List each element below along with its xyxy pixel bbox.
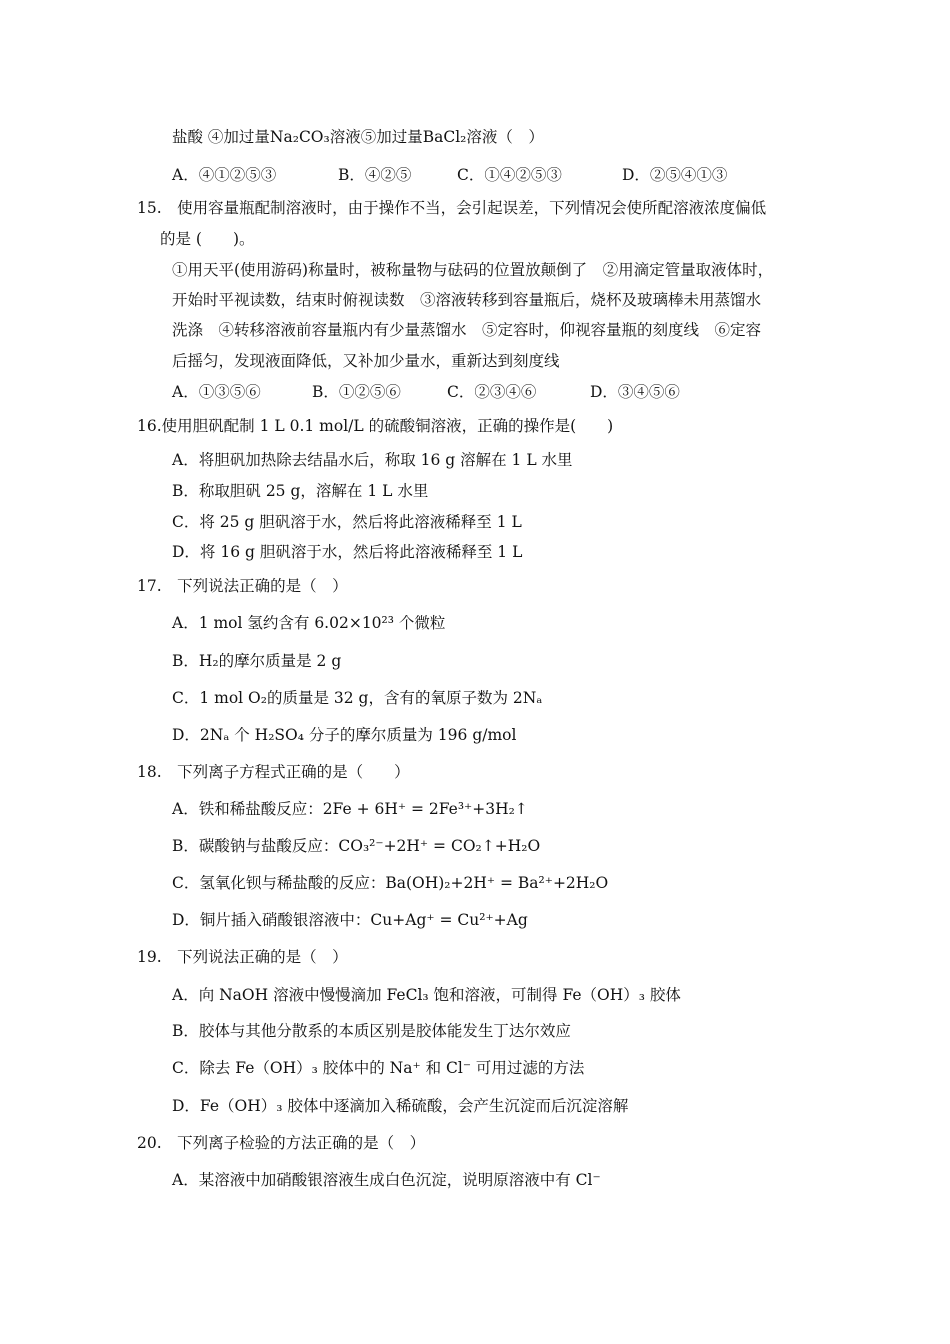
q15-body-line: ①用天平(使用游码)称量时，被称量物与砝码的位置放颠倒了 ②用滴定管量取液体时， [172, 261, 774, 279]
q17-stem: 17. 下列说法正确的是（ ） [137, 577, 348, 595]
q15-options [0, 382, 950, 402]
q20-option-a: A．某溶液中加硝酸银溶液生成白色沉淀，说明原溶液中有 Cl⁻ [172, 1171, 601, 1189]
q19-option-b: B．胶体与其他分散系的本质区别是胶体能发生丁达尔效应 [172, 1022, 571, 1040]
q18-option-b: B．碳酸钠与盐酸反应：CO₃²⁻+2H⁺ = CO₂↑+H₂O [172, 837, 541, 855]
q15-option-a: A．①③⑤⑥ [172, 383, 261, 401]
q19-stem: 19. 下列说法正确的是（ ） [137, 948, 348, 966]
q18-stem: 18. 下列离子方程式正确的是（ ） [137, 763, 410, 781]
q20-stem: 20. 下列离子检验的方法正确的是（ ） [137, 1134, 426, 1152]
q16-option-d: D．将 16 g 胆矾溶于水，然后将此溶液稀释至 1 L [172, 543, 523, 561]
q16-option-b: B．称取胆矾 25 g，溶解在 1 L 水里 [172, 482, 429, 500]
q14-option-d: D．②⑤④①③ [622, 166, 728, 184]
q15-option-d: D．③④⑤⑥ [590, 383, 680, 401]
q15-body-line: 洗涤 ④转移溶液前容量瓶内有少量蒸馏水 ⑤定容时，仰视容量瓶的刻度线 ⑥定容 [172, 321, 762, 339]
q15-body-line: 后摇匀，发现液面降低，又补加少量水，重新达到刻度线 [172, 352, 560, 370]
q15-option-b: B．①②⑤⑥ [312, 383, 401, 401]
q15-body-line: 开始时平视读数，结束时俯视读数 ③溶液转移到容量瓶后，烧杯及玻璃棒未用蒸馏水 [172, 291, 762, 309]
q14-options [0, 165, 950, 185]
q16-stem: 16.使用胆矾配制 1 L 0.1 mol/L 的硫酸铜溶液，正确的操作是( ) [137, 417, 614, 435]
q17-option-b: B．H₂的摩尔质量是 2 g [172, 652, 342, 670]
q18-option-c: C．氢氧化钡与稀盐酸的反应：Ba(OH)₂+2H⁺ = Ba²⁺+2H₂O [172, 874, 609, 892]
q17-option-a: A．1 mol 氢约含有 6.02×10²³ 个微粒 [172, 614, 446, 632]
q15-option-c: C．②③④⑥ [447, 383, 537, 401]
q18-option-a: A．铁和稀盐酸反应：2Fe + 6H⁺ = 2Fe³⁺+3H₂↑ [172, 800, 528, 818]
q14-option-c: C．①④②⑤③ [457, 166, 562, 184]
q14-option-a: A．④①②⑤③ [172, 166, 277, 184]
q15-stem: 15. 使用容量瓶配制溶液时，由于操作不当，会引起误差，下列情况会使所配溶液浓度偏低 [137, 199, 767, 217]
q18-option-d: D．铜片插入硝酸银溶液中：Cu+Ag⁺ = Cu²⁺+Ag [172, 911, 528, 929]
q19-option-c: C．除去 Fe（OH）₃ 胶体中的 Na⁺ 和 Cl⁻ 可用过滤的方法 [172, 1059, 585, 1077]
q17-option-c: C．1 mol O₂的质量是 32 g，含有的氧原子数为 2Nₐ [172, 689, 543, 707]
q19-option-a: A．向 NaOH 溶液中慢慢滴加 FeCl₃ 饱和溶液，可制得 Fe（OH）₃ 胶体 [172, 986, 681, 1004]
q17-option-d: D．2Nₐ 个 H₂SO₄ 分子的摩尔质量为 196 g/mol [172, 726, 517, 744]
q19-option-d: D．Fe（OH）₃ 胶体中逐滴加入稀硫酸，会产生沉淀而后沉淀溶解 [172, 1097, 629, 1115]
q14-option-b: B．④②⑤ [338, 166, 412, 184]
q16-option-c: C．将 25 g 胆矾溶于水，然后将此溶液稀释至 1 L [172, 513, 522, 531]
q15-stem-cont: 的是 ( )。 [160, 230, 255, 248]
q14-stem-continuation: 盐酸 ④加过量Na₂CO₃溶液⑤加过量BaCl₂溶液（ ） [172, 128, 544, 146]
q16-option-a: A．将胆矾加热除去结晶水后，称取 16 g 溶解在 1 L 水里 [172, 451, 573, 469]
